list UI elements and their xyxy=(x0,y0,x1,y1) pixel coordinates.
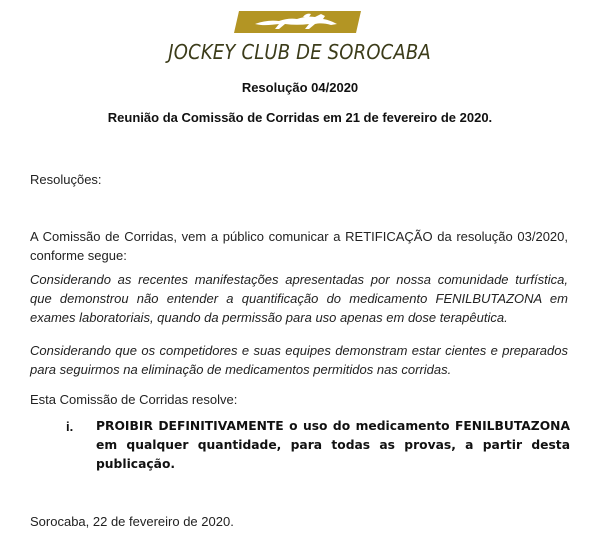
resolves-paragraph: Esta Comissão de Corridas resolve: xyxy=(30,392,238,407)
intro-paragraph: A Comissão de Corridas, vem a público comunicar a RETIFICAÇÃO da resolução 03/2020, conforme segue: xyxy=(30,229,568,263)
considering-paragraph-1: Considerando as recentes manifestações apresentadas por nossa comunidade turfística, que demonstrou não entender a quantificação do medicamento FENILBUTAZONA em exames laboratoriais, quando da permissão para uso apenas em dose terapêutica. xyxy=(30,272,568,325)
item-number: i. xyxy=(66,419,74,434)
jockey-horse-logo xyxy=(233,8,363,36)
place-date: Sorocaba, 22 de fevereiro de 2020. xyxy=(30,514,234,529)
resolution-number: Resolução 04/2020 xyxy=(241,80,359,95)
item-text: PROIBIR DEFINITIVAMENTE o uso do medicamento FENILBUTAZONA em qualquer quantidade, para todas as provas, a partir desta publicação. xyxy=(96,419,570,471)
club-name: JOCKEY CLUB DE SOROCABA xyxy=(168,40,431,64)
meeting-title: Reunião da Comissão de Corridas em 21 de fevereiro de 2020. xyxy=(107,110,493,125)
considering-paragraph-2: Considerando que os competidores e suas equipes demonstram estar cientes e preparados para seguirmos na eliminação de medicamentos permitidos nas corridas. xyxy=(30,343,568,377)
resolutions-label: Resoluções: xyxy=(30,172,102,187)
